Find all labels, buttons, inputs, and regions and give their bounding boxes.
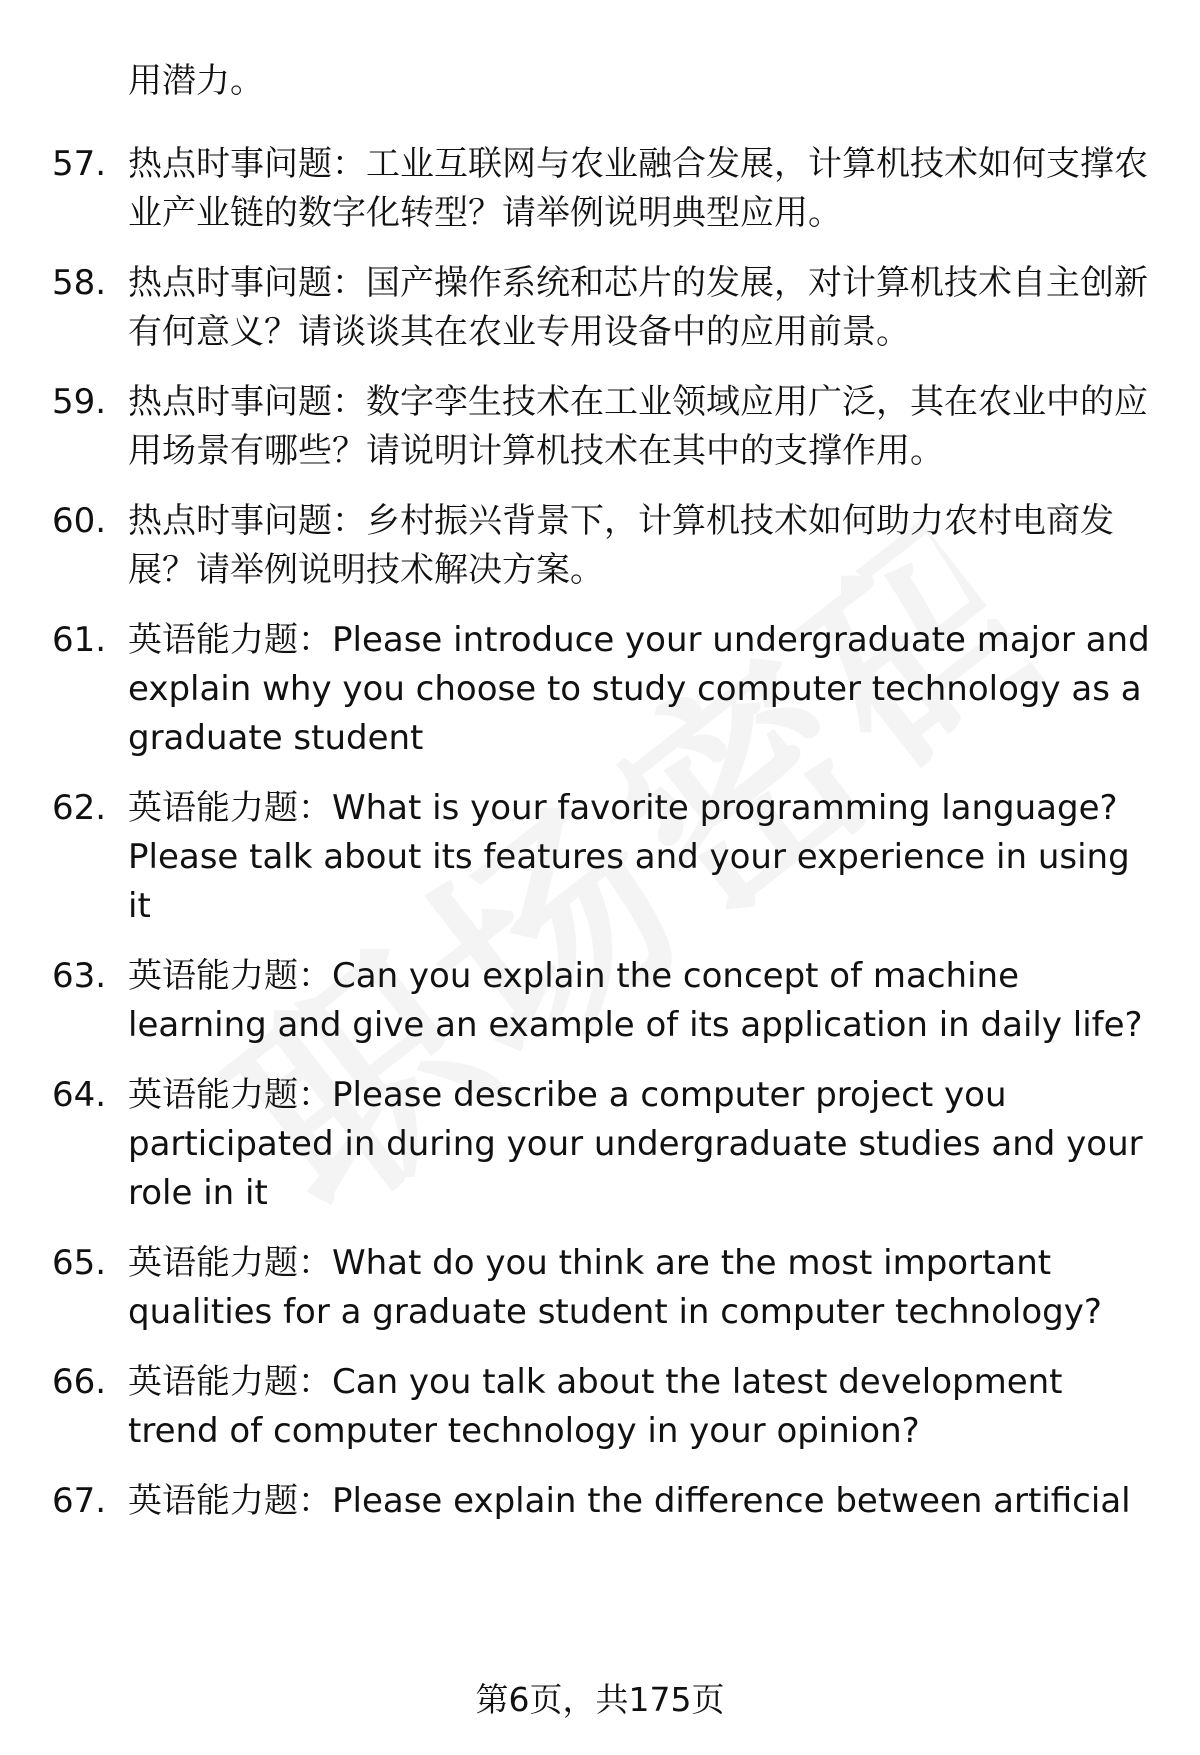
question-text: 英语能力题：Please describe a computer project you participated in during your undergraduate studies and your role in it (128, 1075, 1143, 1213)
question-item-66 (0, 1358, 1200, 1456)
question-number: 64. (52, 1075, 107, 1115)
question-number: 62. (52, 788, 107, 828)
question-number: 61. (52, 620, 107, 660)
question-number: 66. (52, 1362, 107, 1402)
question-text: 英语能力题：Please introduce your undergraduate major and explain why you choose to study computer technology as a graduate student (128, 620, 1150, 758)
question-text: 英语能力题：Please explain the difference between artificial (128, 1481, 1131, 1521)
question-text: 热点时事问题：工业互联网与农业融合发展，计算机技术如何支撑农业产业链的数字化转型？请举例说明典型应用。 (128, 144, 1148, 233)
question-number: 67. (52, 1481, 107, 1521)
continuation-text: 用潜力。 (128, 61, 264, 101)
question-text: 英语能力题：Can you talk about the latest development trend of computer technology in your opinion? (128, 1362, 1063, 1451)
question-item-65 (0, 1239, 1200, 1337)
question-text: 英语能力题：Can you explain the concept of machine learning and give an example of its application in daily life? (128, 956, 1143, 1045)
question-number: 63. (52, 956, 107, 996)
question-number: 65. (52, 1243, 107, 1283)
question-number: 60. (52, 501, 107, 541)
question-list (0, 140, 1200, 1547)
question-number: 59. (52, 382, 107, 422)
question-text: 热点时事问题：国产操作系统和芯片的发展，对计算机技术自主创新有何意义？请谈谈其在农业专用设备中的应用前景。 (128, 263, 1148, 352)
question-text: 英语能力题：What is your favorite programming language? Please talk about its features and your experience in using it (128, 788, 1130, 926)
question-item-67 (0, 1477, 1200, 1526)
question-item-63 (0, 952, 1200, 1050)
question-item-64 (0, 1071, 1200, 1218)
question-text: 英语能力题：What do you think are the most important qualities for a graduate student in computer technology? (128, 1243, 1102, 1332)
question-text: 热点时事问题：乡村振兴背景下，计算机技术如何助力农村电商发展？请举例说明技术解决方案。 (128, 501, 1114, 590)
question-item-61 (0, 616, 1200, 763)
question-text: 热点时事问题：数字孪生技术在工业领域应用广泛，其在农业中的应用场景有哪些？请说明计算机技术在其中的支撑作用。 (128, 382, 1148, 471)
question-item-57 (0, 140, 1200, 238)
question-number: 57. (52, 144, 107, 184)
question-item-58 (0, 259, 1200, 357)
question-item-59 (0, 378, 1200, 476)
question-item-60 (0, 497, 1200, 595)
question-number: 58. (52, 263, 107, 303)
question-item-62 (0, 784, 1200, 931)
page-indicator: 第6页，共175页 (475, 1680, 725, 1719)
